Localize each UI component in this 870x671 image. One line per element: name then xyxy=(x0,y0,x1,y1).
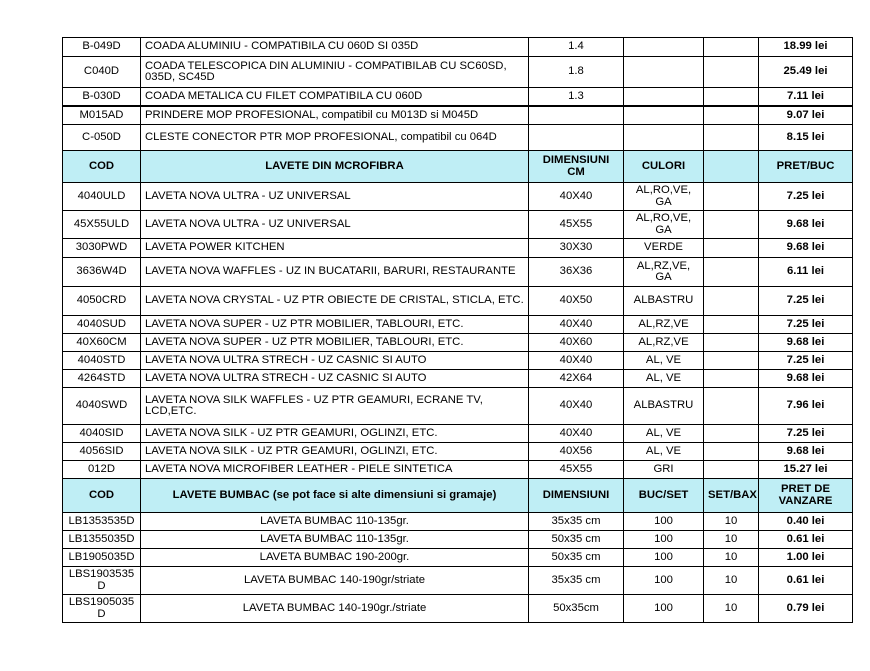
cell-dim: 45X55 xyxy=(529,211,624,239)
cell-desc: LAVETA POWER KITCHEN xyxy=(141,239,529,258)
cell-dim xyxy=(529,106,624,125)
cell-col: AL,RO,VE, GA xyxy=(624,183,704,211)
cell-set xyxy=(704,183,759,211)
cell-col: AL,RZ,VE xyxy=(624,334,704,352)
cell-price: 9.68 lei xyxy=(759,211,853,239)
table-row xyxy=(63,595,853,623)
cell-col: ALBASTRU xyxy=(624,388,704,425)
header-dim: DIMENSIUNI xyxy=(529,479,624,513)
cell-set xyxy=(704,106,759,125)
cell-desc: LAVETA NOVA ULTRA STRECH - UZ CASNIC SI AUTO xyxy=(141,370,529,388)
table-row xyxy=(63,125,853,151)
cell-set xyxy=(704,352,759,370)
header-set: SET/BAX xyxy=(704,479,759,513)
cell-col: 100 xyxy=(624,595,704,623)
cell-col: AL, VE xyxy=(624,352,704,370)
table-row xyxy=(63,316,853,334)
cell-cod: 3636W4D xyxy=(63,258,141,287)
table-row xyxy=(63,287,853,316)
cell-set xyxy=(704,287,759,316)
cell-set xyxy=(704,38,759,57)
cell-dim: 40X40 xyxy=(529,388,624,425)
header-price: PRET DE VANZARE xyxy=(759,479,853,513)
cell-set xyxy=(704,425,759,443)
table-row xyxy=(63,183,853,211)
cell-desc: LAVETA BUMBAC 110-135gr. xyxy=(141,531,529,549)
header-cod: COD xyxy=(63,479,141,513)
table-row xyxy=(63,352,853,370)
cell-cod: 4040STD xyxy=(63,352,141,370)
cell-col: AL,RZ,VE, GA xyxy=(624,258,704,287)
table-row xyxy=(63,443,853,461)
cell-price: 18.99 lei xyxy=(759,38,853,57)
cell-price: 9.68 lei xyxy=(759,239,853,258)
cell-cod: C-050D xyxy=(63,125,141,151)
header-col: BUC/SET xyxy=(624,479,704,513)
header-col: CULORI xyxy=(624,151,704,183)
cell-dim: 40X40 xyxy=(529,425,624,443)
cell-set xyxy=(704,443,759,461)
cell-cod: 4056SID xyxy=(63,443,141,461)
cell-set xyxy=(704,211,759,239)
table-row xyxy=(63,38,853,57)
cell-price: 7.25 lei xyxy=(759,352,853,370)
cell-cod: LBS1905035 D xyxy=(63,595,141,623)
cell-price: 0.79 lei xyxy=(759,595,853,623)
cell-price: 25.49 lei xyxy=(759,57,853,88)
cell-cod: 3030PWD xyxy=(63,239,141,258)
cell-desc: LAVETA BUMBAC 140-190gr./striate xyxy=(141,595,529,623)
cell-cod: 40X60CM xyxy=(63,334,141,352)
table-row xyxy=(63,57,853,88)
cell-set xyxy=(704,239,759,258)
cell-dim: 35x35 cm xyxy=(529,567,624,595)
cell-dim: 40X40 xyxy=(529,352,624,370)
cell-dim xyxy=(529,125,624,151)
cell-cod: 012D xyxy=(63,461,141,479)
cell-desc: LAVETA BUMBAC 140-190gr/striate xyxy=(141,567,529,595)
cell-desc: LAVETA NOVA SILK - UZ PTR GEAMURI, OGLINZI, ETC. xyxy=(141,443,529,461)
cell-cod: LB1353535D xyxy=(63,513,141,531)
header-title: LAVETE DIN MCROFIBRA xyxy=(141,151,529,183)
cell-cod: 4040SUD xyxy=(63,316,141,334)
header-dim: DIMENSIUNI CM xyxy=(529,151,624,183)
header-title: LAVETE BUMBAC (se pot face si alte dimensiuni si gramaje) xyxy=(141,479,529,513)
cell-dim: 40X40 xyxy=(529,316,624,334)
cell-price: 7.25 lei xyxy=(759,425,853,443)
cell-desc: LAVETA NOVA SILK - UZ PTR GEAMURI, OGLINZI, ETC. xyxy=(141,425,529,443)
cell-cod: 4040SWD xyxy=(63,388,141,425)
cell-price: 7.25 lei xyxy=(759,287,853,316)
cell-price: 9.07 lei xyxy=(759,106,853,125)
cell-desc: LAVETA NOVA ULTRA - UZ UNIVERSAL xyxy=(141,183,529,211)
cell-dim: 1.4 xyxy=(529,38,624,57)
cell-set: 10 xyxy=(704,513,759,531)
cell-col: 100 xyxy=(624,567,704,595)
cell-set xyxy=(704,388,759,425)
table-row xyxy=(63,211,853,239)
cell-desc: LAVETA NOVA SUPER - UZ PTR MOBILIER, TABLOURI, ETC. xyxy=(141,334,529,352)
header-set xyxy=(704,151,759,183)
cell-price: 0.61 lei xyxy=(759,567,853,595)
cell-desc: LAVETA NOVA WAFFLES - UZ IN BUCATARII, BARURI, RESTAURANTE xyxy=(141,258,529,287)
table-row xyxy=(63,334,853,352)
cell-col: AL, VE xyxy=(624,425,704,443)
cell-dim: 42X64 xyxy=(529,370,624,388)
cell-col xyxy=(624,38,704,57)
cell-cod: LB1355035D xyxy=(63,531,141,549)
cell-cod: B-030D xyxy=(63,88,141,106)
header-cod: COD xyxy=(63,151,141,183)
price-list-table xyxy=(62,37,853,623)
table-row xyxy=(63,388,853,425)
cell-set: 10 xyxy=(704,567,759,595)
cell-price: 7.11 lei xyxy=(759,88,853,106)
table-row xyxy=(63,425,853,443)
cell-price: 7.25 lei xyxy=(759,316,853,334)
cell-set xyxy=(704,125,759,151)
cell-cod: 4040SID xyxy=(63,425,141,443)
table-row xyxy=(63,549,853,567)
cell-price: 0.40 lei xyxy=(759,513,853,531)
cell-cod: 4040ULD xyxy=(63,183,141,211)
table-row xyxy=(63,567,853,595)
table-row xyxy=(63,513,853,531)
cell-desc: COADA METALICA CU FILET COMPATIBILA CU 060D xyxy=(141,88,529,106)
cell-dim: 1.8 xyxy=(529,57,624,88)
cell-cod: B-049D xyxy=(63,38,141,57)
table-row xyxy=(63,88,853,106)
cell-set xyxy=(704,370,759,388)
cell-col: AL,RZ,VE xyxy=(624,316,704,334)
cell-desc: LAVETA NOVA ULTRA - UZ UNIVERSAL xyxy=(141,211,529,239)
cell-desc: COADA TELESCOPICA DIN ALUMINIU - COMPATIBILAB CU SC60SD, 035D, SC45D xyxy=(141,57,529,88)
cell-dim: 35x35 cm xyxy=(529,513,624,531)
cell-cod: M015AD xyxy=(63,106,141,125)
cell-dim: 50x35 cm xyxy=(529,531,624,549)
cell-set xyxy=(704,316,759,334)
cell-desc: LAVETA NOVA SUPER - UZ PTR MOBILIER, TABLOURI, ETC. xyxy=(141,316,529,334)
cell-col: ALBASTRU xyxy=(624,287,704,316)
table-row xyxy=(63,106,853,125)
cell-col xyxy=(624,57,704,88)
cell-col: 100 xyxy=(624,513,704,531)
cell-col: AL, VE xyxy=(624,370,704,388)
cell-dim: 36X36 xyxy=(529,258,624,287)
cell-cod: 4050CRD xyxy=(63,287,141,316)
cell-col: VERDE xyxy=(624,239,704,258)
cell-price: 9.68 lei xyxy=(759,370,853,388)
cell-price: 9.68 lei xyxy=(759,334,853,352)
cell-col: 100 xyxy=(624,531,704,549)
cell-col xyxy=(624,125,704,151)
cell-desc: CLESTE CONECTOR PTR MOP PROFESIONAL, compatibil cu 064D xyxy=(141,125,529,151)
cell-set xyxy=(704,57,759,88)
cell-col: 100 xyxy=(624,549,704,567)
cell-col: GRI xyxy=(624,461,704,479)
cell-price: 6.11 lei xyxy=(759,258,853,287)
cell-dim: 40X40 xyxy=(529,183,624,211)
table-row xyxy=(63,239,853,258)
cell-set: 10 xyxy=(704,549,759,567)
cell-set xyxy=(704,334,759,352)
cell-desc: LAVETA BUMBAC 110-135gr. xyxy=(141,513,529,531)
cell-desc: LAVETA BUMBAC 190-200gr. xyxy=(141,549,529,567)
cell-set: 10 xyxy=(704,531,759,549)
cell-col: AL, VE xyxy=(624,443,704,461)
cell-dim: 40X56 xyxy=(529,443,624,461)
table-row xyxy=(63,461,853,479)
cell-desc: PRINDERE MOP PROFESIONAL, compatibil cu M013D si M045D xyxy=(141,106,529,125)
cell-dim: 30X30 xyxy=(529,239,624,258)
cell-col xyxy=(624,88,704,106)
cell-col: AL,RO,VE, GA xyxy=(624,211,704,239)
section-header-microfibre xyxy=(63,151,853,183)
cell-cod: LB1905035D xyxy=(63,549,141,567)
cell-set xyxy=(704,258,759,287)
cell-cod: LBS1903535 D xyxy=(63,567,141,595)
cell-desc: COADA ALUMINIU - COMPATIBILA CU 060D SI 035D xyxy=(141,38,529,57)
cell-dim: 40X50 xyxy=(529,287,624,316)
cell-desc: LAVETA NOVA MICROFIBER LEATHER - PIELE SINTETICA xyxy=(141,461,529,479)
cell-price: 15.27 lei xyxy=(759,461,853,479)
cell-desc: LAVETA NOVA ULTRA STRECH - UZ CASNIC SI AUTO xyxy=(141,352,529,370)
cell-dim: 50x35 cm xyxy=(529,549,624,567)
cell-price: 7.96 lei xyxy=(759,388,853,425)
cell-col xyxy=(624,106,704,125)
cell-set xyxy=(704,88,759,106)
cell-dim: 1.3 xyxy=(529,88,624,106)
cell-price: 0.61 lei xyxy=(759,531,853,549)
cell-cod: 4264STD xyxy=(63,370,141,388)
cell-price: 7.25 lei xyxy=(759,183,853,211)
cell-desc: LAVETA NOVA SILK WAFFLES - UZ PTR GEAMURI, ECRANE TV, LCD,ETC. xyxy=(141,388,529,425)
table-row xyxy=(63,370,853,388)
cell-dim: 50x35cm xyxy=(529,595,624,623)
cell-cod: 45X55ULD xyxy=(63,211,141,239)
table-row xyxy=(63,531,853,549)
cell-set xyxy=(704,461,759,479)
cell-cod: C040D xyxy=(63,57,141,88)
cell-dim: 40X60 xyxy=(529,334,624,352)
header-price: PRET/BUC xyxy=(759,151,853,183)
cell-price: 8.15 lei xyxy=(759,125,853,151)
cell-set: 10 xyxy=(704,595,759,623)
cell-desc: LAVETA NOVA CRYSTAL - UZ PTR OBIECTE DE CRISTAL, STICLA, ETC. xyxy=(141,287,529,316)
cell-dim: 45X55 xyxy=(529,461,624,479)
section-header-cotton xyxy=(63,479,853,513)
cell-price: 9.68 lei xyxy=(759,443,853,461)
table-row xyxy=(63,258,853,287)
cell-price: 1.00 lei xyxy=(759,549,853,567)
